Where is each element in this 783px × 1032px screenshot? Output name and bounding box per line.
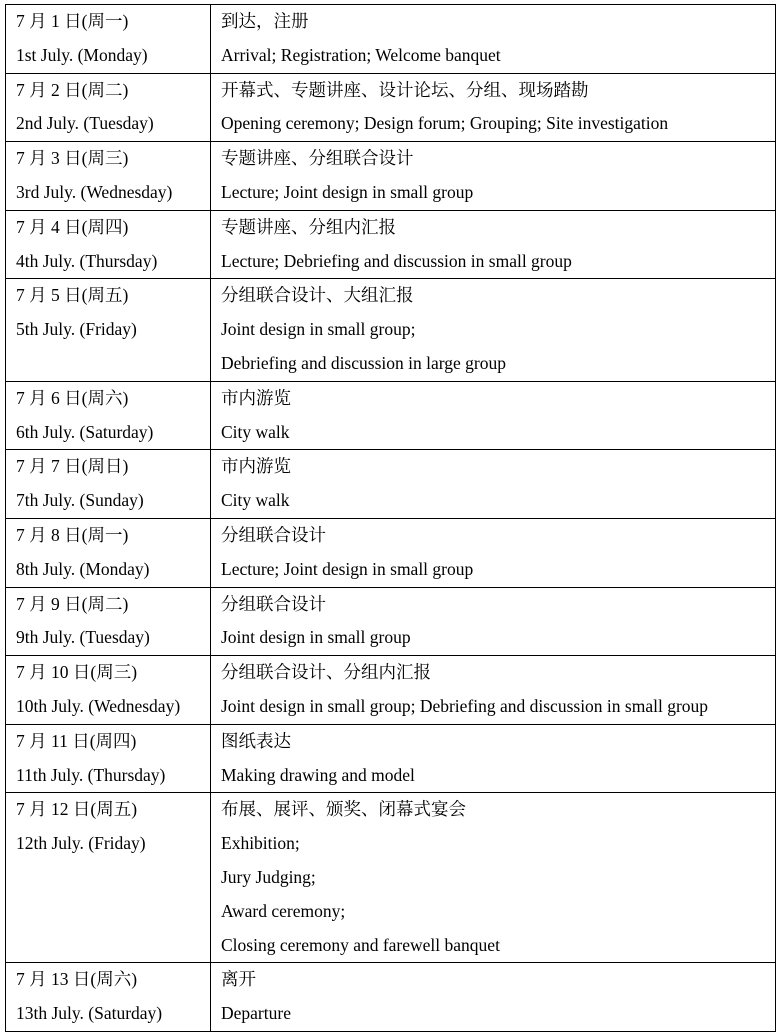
schedule-row xyxy=(6,656,776,725)
activity-english: Jury Judging; xyxy=(221,866,316,887)
activity-chinese: 开幕式、专题讲座、设计论坛、分组、现场踏勘 xyxy=(221,79,589,100)
date-chinese: 7 月 8 日(周一) xyxy=(16,524,129,545)
schedule-row xyxy=(6,142,776,211)
date-chinese: 7 月 3 日(周三) xyxy=(16,148,129,169)
activity-cell xyxy=(211,210,776,279)
activity-cell xyxy=(211,587,776,656)
schedule-row xyxy=(6,518,776,587)
activity-english: Opening ceremony; Design forum; Grouping; Site investigation xyxy=(221,113,669,134)
activity-english: Joint design in small group xyxy=(221,627,411,648)
activity-english: Joint design in small group; xyxy=(221,319,416,340)
date-cell xyxy=(6,210,211,279)
activity-cell xyxy=(211,73,776,142)
activity-chinese: 市内游览 xyxy=(221,456,291,477)
activity-cell xyxy=(211,279,776,381)
date-english: 13th July. (Saturday) xyxy=(16,1003,163,1024)
schedule-row xyxy=(6,963,776,1032)
date-chinese: 7 月 13 日(周六) xyxy=(16,969,138,990)
date-english: 2nd July. (Tuesday) xyxy=(16,113,154,134)
activity-chinese: 专题讲座、分组内汇报 xyxy=(221,216,396,237)
activity-english: Joint design in small group; Debriefing and discussion in small group xyxy=(221,695,709,716)
date-chinese: 7 月 7 日(周日) xyxy=(16,456,129,477)
date-cell xyxy=(6,518,211,587)
date-chinese: 7 月 12 日(周五) xyxy=(16,799,138,820)
activity-english: Closing ceremony and farewell banquet xyxy=(221,934,500,955)
activity-cell xyxy=(211,793,776,963)
schedule-table xyxy=(5,4,776,1032)
date-chinese: 7 月 1 日(周一) xyxy=(16,11,129,31)
activity-english: Lecture; Joint design in small group xyxy=(221,181,474,202)
date-chinese: 7 月 9 日(周二) xyxy=(16,593,129,614)
schedule-row xyxy=(6,587,776,656)
schedule-row xyxy=(6,5,776,74)
activity-english: Making drawing and model xyxy=(221,764,415,785)
activity-cell xyxy=(211,656,776,725)
activity-chinese: 到达，注册 xyxy=(221,11,309,31)
date-english: 10th July. (Wednesday) xyxy=(16,695,181,716)
date-cell xyxy=(6,279,211,381)
activity-cell xyxy=(211,450,776,519)
activity-english: Arrival; Registration; Welcome banquet xyxy=(221,44,501,65)
date-chinese: 7 月 4 日(周四) xyxy=(16,216,129,237)
activity-english: Debriefing and discussion in large group xyxy=(221,352,506,373)
activity-chinese: 布展、展评、颁奖、闭幕式宴会 xyxy=(221,799,466,820)
date-chinese: 7 月 5 日(周五) xyxy=(16,285,129,306)
activity-chinese: 分组联合设计 xyxy=(221,593,326,614)
date-english: 9th July. (Tuesday) xyxy=(16,627,150,648)
date-english: 6th July. (Saturday) xyxy=(16,421,154,442)
date-cell xyxy=(6,142,211,211)
date-english: 11th July. (Thursday) xyxy=(16,764,166,785)
activity-chinese: 专题讲座、分组联合设计 xyxy=(221,148,414,169)
activity-cell xyxy=(211,5,776,74)
schedule-body xyxy=(6,5,776,1032)
activity-english: Lecture; Debriefing and discussion in small group xyxy=(221,250,572,271)
activity-chinese: 分组联合设计、分组内汇报 xyxy=(221,662,431,683)
date-english: 1st July. (Monday) xyxy=(16,44,148,65)
activity-english: City walk xyxy=(221,421,290,442)
schedule-row xyxy=(6,381,776,450)
activity-english: Departure xyxy=(221,1003,291,1024)
date-cell xyxy=(6,5,211,74)
activity-cell xyxy=(211,381,776,450)
schedule-row xyxy=(6,73,776,142)
activity-english: Lecture; Joint design in small group xyxy=(221,558,474,579)
activity-chinese: 图纸表达 xyxy=(221,730,291,751)
schedule-row xyxy=(6,450,776,519)
date-chinese: 7 月 11 日(周四) xyxy=(16,730,137,751)
activity-chinese: 分组联合设计 xyxy=(221,524,326,545)
date-english: 8th July. (Monday) xyxy=(16,558,150,579)
activity-cell xyxy=(211,963,776,1032)
date-cell xyxy=(6,587,211,656)
date-cell xyxy=(6,793,211,963)
date-english: 3rd July. (Wednesday) xyxy=(16,181,173,202)
date-english: 12th July. (Friday) xyxy=(16,833,146,854)
date-cell xyxy=(6,963,211,1032)
date-cell xyxy=(6,724,211,793)
date-cell xyxy=(6,381,211,450)
date-english: 4th July. (Thursday) xyxy=(16,250,158,271)
activity-cell xyxy=(211,724,776,793)
date-english: 7th July. (Sunday) xyxy=(16,490,144,511)
activity-english: Award ceremony; xyxy=(221,900,346,921)
date-chinese: 7 月 2 日(周二) xyxy=(16,79,129,100)
schedule-row xyxy=(6,279,776,381)
activity-english: Exhibition; xyxy=(221,833,300,854)
activity-cell xyxy=(211,142,776,211)
schedule-row xyxy=(6,793,776,963)
date-cell xyxy=(6,450,211,519)
activity-cell xyxy=(211,518,776,587)
schedule-row xyxy=(6,724,776,793)
activity-chinese: 市内游览 xyxy=(221,387,291,408)
date-cell xyxy=(6,73,211,142)
date-chinese: 7 月 6 日(周六) xyxy=(16,387,129,408)
schedule-row xyxy=(6,210,776,279)
date-chinese: 7 月 10 日(周三) xyxy=(16,662,138,683)
activity-english: City walk xyxy=(221,490,290,511)
date-english: 5th July. (Friday) xyxy=(16,319,137,340)
activity-chinese: 离开 xyxy=(221,969,256,990)
activity-chinese: 分组联合设计、大组汇报 xyxy=(221,285,414,306)
date-cell xyxy=(6,656,211,725)
